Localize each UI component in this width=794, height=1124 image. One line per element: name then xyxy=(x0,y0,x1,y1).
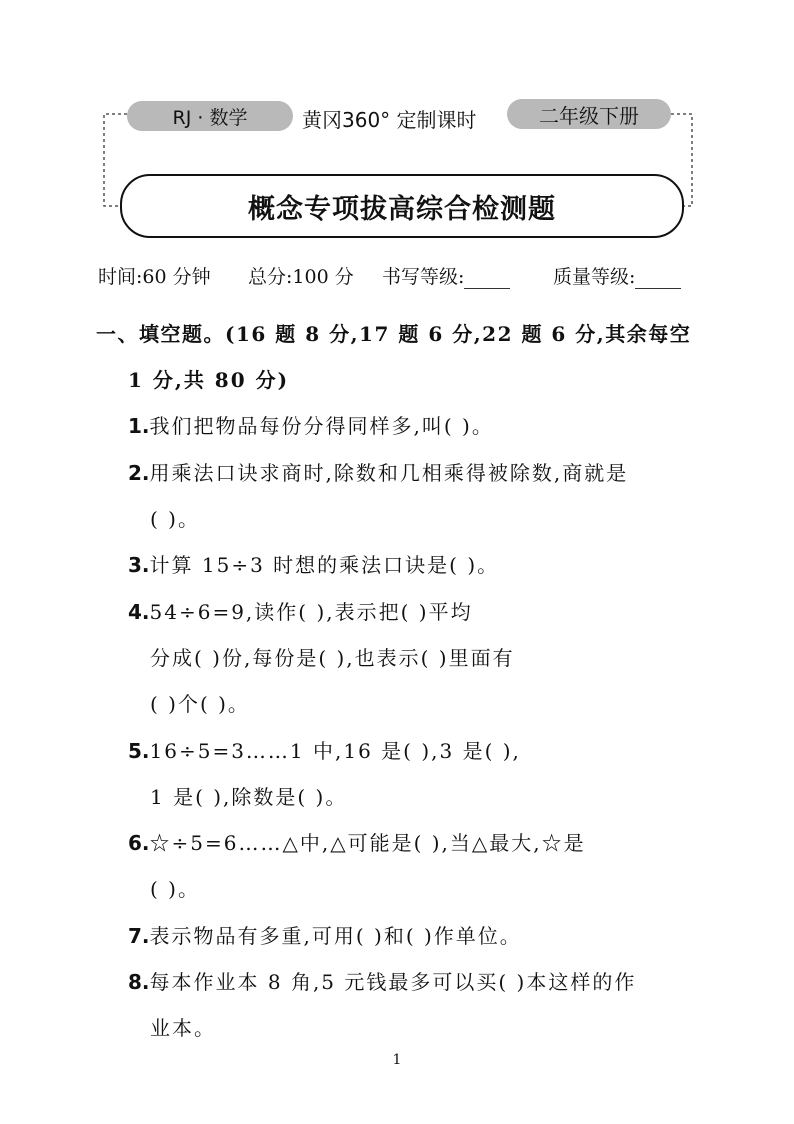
total-score-info: 总分:100 分 xyxy=(248,266,354,288)
question-8: 8.每本作业本 8 角,5 元钱最多可以买( )本这样的作 xyxy=(128,970,637,994)
question-4: 4.54÷6=9,读作( ),表示把( )平均 xyxy=(128,600,473,624)
question-5-cont: 1 是( ),除数是( )。 xyxy=(150,785,348,809)
question-3: 3.计算 15÷3 时想的乘法口诀是( )。 xyxy=(128,553,500,577)
question-5: 5.16÷5=3……1 中,16 是( ),3 是( ), xyxy=(128,739,521,763)
page-number: 1 xyxy=(392,1052,402,1068)
question-8-cont: 业本。 xyxy=(150,1016,216,1040)
question-number: 7. xyxy=(128,924,150,948)
question-number: 8. xyxy=(128,970,150,994)
quality-grade-label: 质量等级: xyxy=(553,262,681,289)
series-label: 黄冈360° 定制课时 xyxy=(302,108,477,132)
question-number: 5. xyxy=(128,739,150,763)
question-number: 2. xyxy=(128,461,150,485)
question-6-cont: ( )。 xyxy=(150,877,200,901)
question-number: 3. xyxy=(128,553,150,577)
time-info: 时间:60 分钟 xyxy=(98,266,211,288)
page-title: 概念专项拔高综合检测题 xyxy=(120,174,684,238)
section-heading-cont: 1 分,共 80 分) xyxy=(128,368,290,392)
question-6: 6.☆÷5=6……△中,△可能是( ),当△最大,☆是 xyxy=(128,831,586,855)
writing-grade-blank xyxy=(464,270,510,289)
question-4-cont: 分成( )份,每份是( ),也表示( )里面有 xyxy=(150,646,515,670)
grade-badge: 二年级下册 xyxy=(507,99,671,129)
writing-grade-label: 书写等级: xyxy=(382,262,510,289)
question-2-cont: ( )。 xyxy=(150,507,200,531)
question-number: 1. xyxy=(128,414,150,438)
section-heading: 一、填空题。(16 题 8 分,17 题 6 分,22 题 6 分,其余每空 xyxy=(96,322,692,346)
question-number: 6. xyxy=(128,831,150,855)
question-number: 4. xyxy=(128,600,150,624)
question-7: 7.表示物品有多重,可用( )和( )作单位。 xyxy=(128,924,522,948)
question-1: 1.我们把物品每份分得同样多,叫( )。 xyxy=(128,414,494,438)
subject-badge: RJ · 数学 xyxy=(127,101,293,131)
quality-grade-blank xyxy=(635,270,681,289)
question-2: 2.用乘法口诀求商时,除数和几相乘得被除数,商就是 xyxy=(128,461,629,485)
question-4-cont2: ( )个( )。 xyxy=(150,692,250,716)
